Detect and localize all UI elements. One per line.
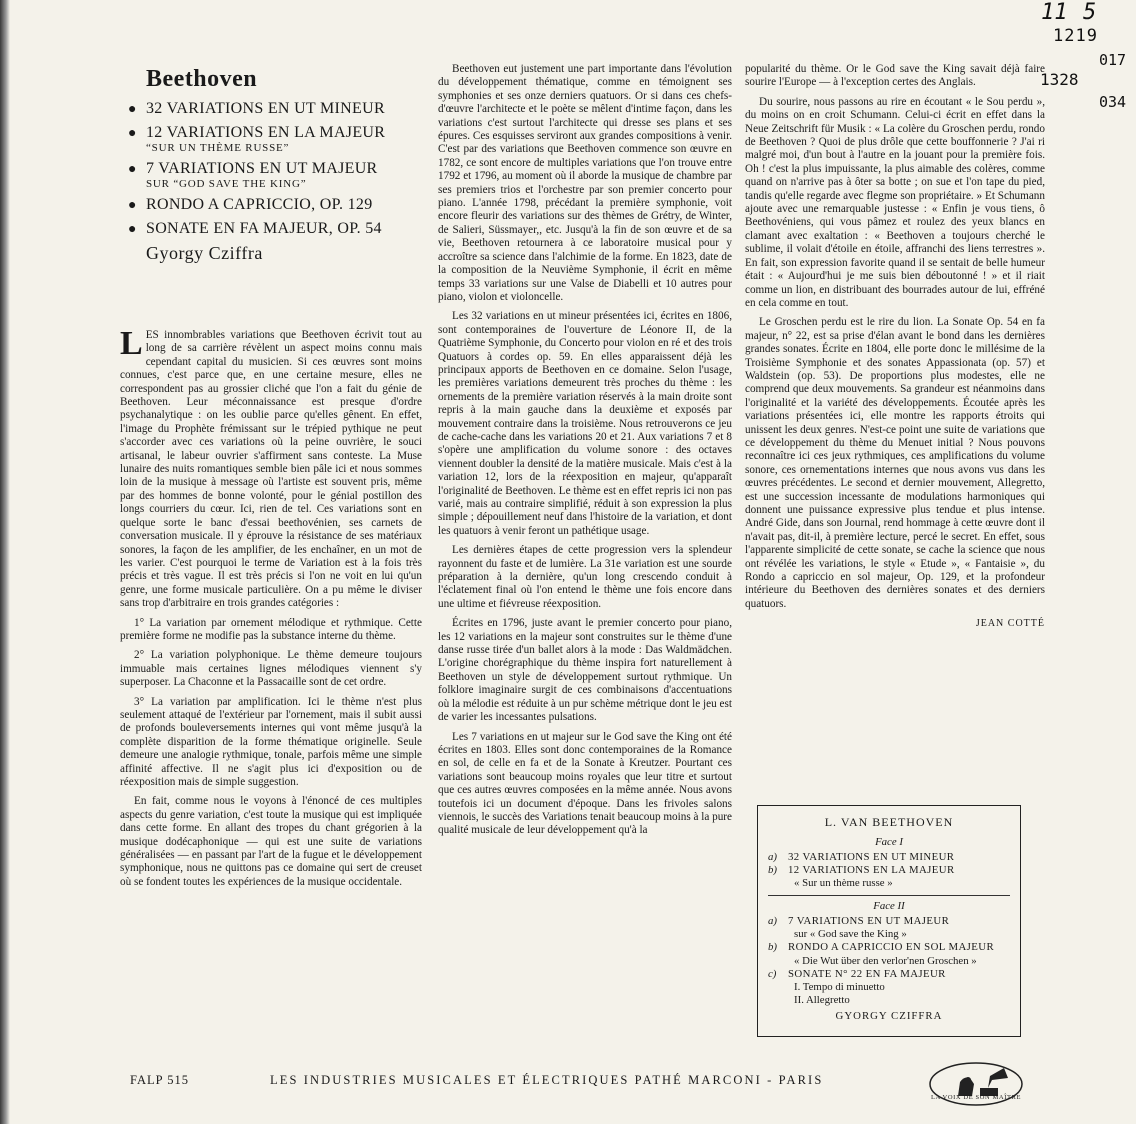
bullet-icon: ● — [128, 162, 137, 177]
track-item — [768, 941, 1010, 953]
paragraph-text: ES innombrables variations que Beethoven écrivit tout au long de sa carrière révèlent un aspect moins connu mais cependant capital du musicien. Si ces œuvres sont moins connues, c'est parce que, en une certaine mesure, elles ne correspondent pas au grossier cliché que l'on a fait du génie de Beethoven. Leur méconnaissance est presque d'ordre psychanalytique : on les oublie parce qu'elles gênent. En effet, l'image du Prophète frémissant sur le trépied pythique ne peut s'accorder avec ces variations où la peine ouvrière, le souci artisanal, le labeur ouvrier s'affirment sans conteste. La Muse lunaire des nuits romantiques semble bien pâle ici et nous sommes loin de la musique à message où l'artiste est souvent pris, même par des hommes de bonne volonté, pour le génial postillon des longs courriers du cœur. Ici, rien de tel. Ces variations sont en quelque sorte le banc d'essai beethovénien, ses carnets de conversation musicale. Il y éprouve la résistance de ses matériaux sonores, la façon de les amplifier, de les enchaîner, en un mot de les varier. C'est pourquoi le terme de Variation est à la fois très précis et très vague. Il est très précis si l'on ne voit en lui qu'un genre, une forme musicale particulière. On a pu même le diviser sans trop d'arbitraire en trois grandes catégories : — [120, 329, 422, 610]
catalog-number: FALP 515 — [130, 1073, 190, 1087]
track-letter: b) — [768, 863, 777, 876]
paragraph: 3° La variation par amplification. Ici le thème n'est plus seulement attaqué de l'extérieur par l'ornement, mais il subit aussi de profonds bouleversements internes qui vont même jusqu'à la complète disparition de la forme thématique originelle. Seule demeure une analogie rythmique, tonale, parfois même une simple affinité affective. Il ne s'agit plus ici d'exposition ou de réexposition mais de simple suggestion. — [120, 695, 422, 788]
face-label: Face I — [875, 836, 903, 849]
track-subtitle: sur « God save the King » — [794, 928, 907, 941]
track-item — [768, 968, 1010, 980]
paragraph: 2° La variation polyphonique. Le thème demeure toujours immuable mais certaines lignes mélodiques viennent s'y superposer. La Chaconne et la Passacaille sont de cet ordre. — [120, 649, 422, 689]
handwritten-number: 1219 — [1053, 26, 1098, 46]
work-title: 32 VARIATIONS EN UT MINEUR — [146, 100, 385, 117]
track-title: SONATE N° 22 EN FA MAJEUR — [788, 967, 946, 980]
track-movement: II. Allegretto — [794, 993, 850, 1006]
work-item — [128, 219, 428, 238]
publisher-line: LES INDUSTRIES MUSICALES ET ÉLECTRIQUES PATHÉ MARCONI - PARIS — [270, 1073, 824, 1087]
track-subtitle: « Sur un thème russe » — [794, 877, 893, 890]
work-item — [128, 195, 428, 214]
paragraph: En fait, comme nous le voyons à l'énoncé de ces multiples aspects du genre variation, c'est toute la musique qui est impliquée dans cette forme. En allant des tropes du chant grégorien à la musique dodécaphonique — qui est une suite de variations généralisées — en passant par l'art de la fugue et le développement symphonique, nous ne quittons pas ce domaine qui sert de creuset où se fondent toutes les expériences de la musique occidentale. — [120, 795, 422, 888]
bullet-icon: ● — [128, 102, 137, 117]
work-item — [128, 123, 428, 154]
work-title: 12 VARIATIONS EN LA MAJEUR — [146, 124, 386, 141]
sleeve-edge — [0, 0, 10, 1124]
work-title: 7 VARIATIONS EN UT MAJEUR — [146, 160, 378, 177]
logo-caption: LA VOIX DE SON MAÎTRE — [930, 1094, 1022, 1101]
paragraph: Du sourire, nous passons au rire en écoutant « le Sou perdu », du moins on en croit Schumann. Celui-ci écrit en effet dans la Neue Zeitschrift für Musik : « La colère du Groschen perdu, rondo de Beethoven ? Quoi de plus drôle que cette bouffonnerie ? J'ai ri malgré moi, d'un bout à l'autre en la jouant pour la première fois. Oh ! c'est la plus impuissante, la plus aimable des colères, comme quand on n'arrive pas à ôter sa botte ; on sue et l'on tape du pied, tandis qu'elle regarde avec flegme son propriétaire. » Et Schumann ajoute avec une remarquable justesse : « Enfin je vous tiens, ô Beethovéniens, qui vous pâmez et roulez des yeux blancs en clamant avec exaltation : « Beethoven a toujours cherché le sublime, il volait d'étoile en étoile, affranchi des liens terrestres ». En fait, son expression favorite quand il se sentait de belle humeur était : « Aujourd'hui je me suis bien déboutonné ! » et il riait comme un lion, en distribuant des bourrades autour de lui, effréné en cela comme en tout. — [745, 95, 1045, 309]
track-letter: a) — [768, 850, 777, 863]
handwritten-number: 1328 — [1040, 70, 1079, 89]
performer-name: Gyorgy Cziffra — [146, 243, 263, 263]
track-letter: c) — [768, 967, 777, 980]
work-title: RONDO A CAPRICCIO, OP. 129 — [146, 196, 373, 213]
track-item — [768, 915, 1010, 927]
works-list — [128, 99, 428, 238]
paragraph: Les dernières étapes de cette progression vers la splendeur rayonnent du faste et de lumière. La 31e variation est une sourde préparation à la dernière, qu'un long crescendo conduit à l'éclatement final où l'on entend le thème une fois encore dans une ultime et fiévreuse réexposition. — [438, 544, 732, 610]
paragraph: Les 32 variations en ut mineur présentées ici, écrites en 1806, sont contemporaines de l'ouverture de Léonore II, de la Quatrième Symphonie, du Concerto pour violon en ré et des trois Quatuors à cordes op. 59. En elles apparaissent déjà les principaux apports de Beethoven en ce domaine. Selon l'usage, les premières variations demeurent très proches du thème : les ornements de la première variation réservés à la main droite sont repris à la main gauche dans la deuxième et exposés par mouvement contraire dans la troisième. Nous retrouverons ce jeu de cache-cache dans les variations 20 et 21. Aux variations 7 et 8 s'opère une amplification du volume sonore : des octaves viennent doubler la densité de la matière musicale. Mais c'est à la variation 12, lors de la réexposition en majeur, qu'apparaît l'originalité de Beethoven. Le thème est en effet repris ici non pas varié, mais au contraire simplifié, réduit à son expression la plus simple ; dépouillement neuf dans l'histoire de la variation, et dont les quatuors à venir feront un pathétique usage. — [438, 310, 732, 537]
paragraph: 1° La variation par ornement mélodique et rythmique. Cette première forme ne modifie pas la substance interne du thème. — [120, 616, 422, 642]
work-title: SONATE EN FA MAJEUR, OP. 54 — [146, 220, 382, 237]
tracklist-title: L. VAN BEETHOVEN — [824, 815, 954, 829]
track-title: 12 VARIATIONS EN LA MAJEUR — [788, 863, 955, 876]
bullet-icon: ● — [128, 222, 137, 237]
paragraph — [120, 329, 422, 611]
divider — [768, 895, 1010, 896]
track-letter: b) — [768, 941, 777, 954]
work-item — [128, 99, 428, 118]
handwritten-note: 5 — [1083, 0, 1097, 25]
track-item — [768, 851, 1010, 863]
handwritten-number: 034 — [1099, 93, 1127, 111]
track-item — [768, 864, 1010, 876]
track-subtitle: « Die Wut über den verlor'nen Groschen » — [794, 954, 977, 967]
bullet-icon: ● — [128, 126, 137, 141]
paragraph: Beethoven eut justement une part importante dans l'évolution du développement thématique, comme en témoignent ses symphonies et ses onze derniers quatuors. Or si dans ces chefs-d'œuvre l'architecte et le poète se mêlent d'intime façon, dans les variations c'est surtout l'architecte qui dresse ses plans et ses épures. Ces esquisses serviront aux grandes compositions à venir. C'est par des variations que Beethoven commence son œuvre en 1782, ce sont encore de multiples variations que l'on trouve entre 1792 et 1796, au moment où il aborde la musique de chambre par ses premiers trios et l'orchestre par son premier concerto pour piano. L'année 1798, précédant la première symphonie, voit encore fleurir des variations sur des thèmes de Grétry, de Winter, de Salieri, Süssmayer,, etc. Jusqu'à la fin de son œuvre et de sa vie, Beethoven retournera à ce laboratoire musical pour y accroître sa science dans l'alchimie de la forme. En 1823, date de la composition de la Neuvième Symphonie, il écrit en même temps 33 variations sur une Valse de Diabelli et 10 autres pour piano, violon et violoncelle. — [438, 63, 732, 303]
track-title: RONDO A CAPRICCIO EN SOL MAJEUR — [788, 941, 995, 954]
handwritten-number: 017 — [1099, 51, 1127, 69]
paragraph: Le Groschen perdu est le rire du lion. La Sonate Op. 54 en fa majeur, n° 22, est sa prise d'élan avant le bond dans les dernières grandes sonates. Écrite en 1804, elle porte donc le millésime de la Troisième Symphonie et des sonates Appassionata (op. 57) et Waldstein (op. 53). De proportions plus modestes, elle ne comprend que deux mouvements. Sa grandeur est néanmoins dans l'originalité et la variété des développements. Écoutée après les variations présentées ici, elle montre les rapports étroits qui unissent les deux genres. N'est-ce point une suite de variations que ce développement du thème du Menuet initial ? Nous pouvons reconnaître ici ces jeux rythmiques, ces amplifications du volume sonore, ces ornementations internes que nous avons vus dans les œuvres précédentes. Le second et dernier mouvement, Allegretto, est une succession incessante de modulations harmoniques qui donnent une puissance expressive plus tendue et plus intense. André Gide, dans son Journal, rend hommage à cette œuvre dont il n'avait pas, dit-il, à première lecture, percé le secret. En effet, sous l'apparente simplicité de cette sonate, se cache la science que nous ont révélée les variations, le style « Etude », « Fantaisie », du Rondo a capriccio en sol majeur, Op. 129, et la profondeur intérieure du Beethoven des dernières sonates et des derniers quatuors. — [745, 316, 1045, 610]
author-signature: JEAN COTTÉ — [975, 618, 1045, 630]
track-title: 7 VARIATIONS EN UT MAJEUR — [788, 914, 950, 927]
track-letter: a) — [768, 914, 777, 927]
work-item — [128, 159, 428, 190]
liner-notes-column-1 — [120, 329, 422, 1029]
liner-notes-column-2 — [438, 63, 732, 1078]
track-title: 32 VARIATIONS EN UT MINEUR — [788, 850, 955, 863]
tracklist-box — [757, 805, 1021, 1037]
tracklist-performer: GYORGY CZIFFRA — [835, 1009, 943, 1022]
track-movement: I. Tempo di minuetto — [794, 981, 885, 994]
paragraph: Les 7 variations en ut majeur sur le God save the King ont été écrites en 1803. Elles sont donc contemporaines de la Romance en sol, de celle en fa et de la Sonate à Kreutzer. Pourtant ces variations sont beaucoup moins royales que leur titre et surtout que ces autres œuvres composées en la même année. Nous avons toutefois ici un document d'époque. Dans les frivoles salons viennois, le succès des Variations tenait beaucoup moins à la pure qualité musicale de leur développement qu'à la — [438, 730, 732, 837]
drop-cap: L — [120, 329, 143, 362]
album-header — [128, 66, 428, 264]
paragraph: Écrites en 1796, juste avant le premier concerto pour piano, les 12 variations en la majeur sont construites sur le thème d'une danse russe tirée d'un ballet alors à la mode : Das Waldmädchen. L'origine chorégraphique du thème inspira fort naturellement à Beethoven un style de développement surtout rythmique. Un folklore imaginaire surgit de ces combinaisons d'accentuations où la mélodie est réduite à un pur schème métrique dont le jeu est de varier les incessantes pulsations. — [438, 617, 732, 724]
work-subtitle: SUR “GOD SAVE THE KING” — [146, 178, 307, 190]
paragraph: popularité du thème. Or le God save the King savait déjà faire sourire l'Europe — à l'exception certes des Anglais. — [745, 63, 1045, 89]
face-label: Face II — [873, 900, 905, 913]
liner-notes-column-3 — [745, 63, 1045, 799]
bullet-icon: ● — [128, 198, 137, 213]
work-subtitle: “SUR UN THÈME RUSSE” — [146, 142, 290, 154]
handwritten-note: 11 — [1041, 0, 1068, 25]
composer-name: Beethoven — [146, 66, 258, 92]
